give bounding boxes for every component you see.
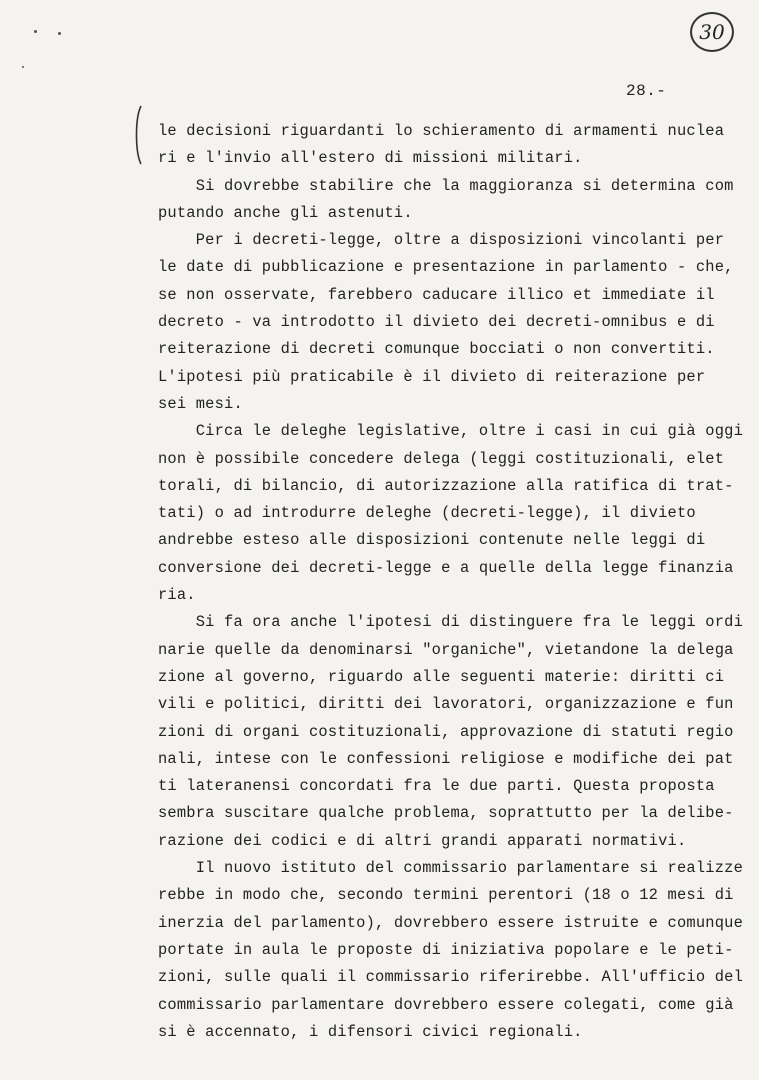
ink-speck [34,30,37,33]
text-line: narie quelle da denominarsi "organiche", vietandone la delega [158,640,734,659]
text-line: conversione dei decreti-legge e a quelle della legge finanzia [158,558,734,577]
text-line: sembra suscitare qualche problema, soprattutto per la delibe- [158,804,734,823]
text-line: andrebbe esteso alle disposizioni contenute nelle leggi di [158,531,706,550]
text-line: zione al governo, riguardo alle seguenti materie: diritti ci [158,667,725,686]
text-line: putando anche gli astenuti. [158,203,413,222]
text-line: razione dei codici e di altri grandi apparati normativi. [158,831,687,850]
text-line: reiterazione di decreti comunque bocciati o non convertiti. [158,340,715,359]
body-text [158,118,744,1046]
ink-speck [58,32,61,35]
text-line: commissario parlamentare dovrebbero essere colegati, come già [158,995,734,1014]
text-line: le decisioni riguardanti lo schieramento di armamenti nuclea [158,122,725,140]
text-line: sei mesi. [158,394,243,413]
text-line: Si fa ora anche l'ipotesi di distinguere fra le leggi ordi [158,613,744,632]
text-line: zioni, sulle quali il commissario riferirebbe. All'ufficio del [158,968,744,987]
text-line: L'ipotesi più praticabile è il divieto di reiterazione per [158,367,706,386]
text-line: decreto - va introdotto il divieto dei decreti-omnibus e di [158,313,715,332]
text-line: ria. [158,586,196,605]
stamp-number: 30 [699,20,725,44]
page-number: 28.- [626,82,667,100]
text-line: se non osservate, farebbero caducare illico et immediate il [158,285,715,304]
text-line: tati) o ad introdurre deleghe (decreti-legge), il divieto [158,504,696,523]
text-line: portate in aula le proposte di iniziativa popolare e le peti- [158,940,734,959]
text-line: inerzia del parlamento), dovrebbero essere istruite e comunque [158,913,744,932]
text-line: ri e l'invio all'estero di missioni militari. [158,149,583,168]
text-line: ti lateranensi concordati fra le due parti. Questa proposta [158,777,715,796]
text-line: Si dovrebbe stabilire che la maggioranza si determina com [158,176,734,195]
text-line: non è possibile concedere delega (leggi costituzionali, elet [158,449,725,468]
text-line: Per i decreti-legge, oltre a disposizioni vincolanti per [158,231,725,250]
text-line: le date di pubblicazione e presentazione in parlamento - che, [158,258,734,277]
text-line: nali, intese con le confessioni religiose e modifiche dei pat [158,749,734,768]
text-line: Circa le deleghe legislative, oltre i casi in cui già oggi [158,422,744,441]
ink-speck [22,66,24,68]
text-line: torali, di bilancio, di autorizzazione alla ratifica di trat- [158,476,734,495]
text-line: si è accennato, i difensori civici regionali. [158,1022,583,1041]
text-line: vili e politici, diritti dei lavoratori, organizzazione e fun [158,695,734,714]
margin-bracket-mark [133,104,143,166]
text-line: zioni di organi costituzionali, approvazione di statuti regio [158,722,734,741]
page-stamp [690,12,734,52]
text-line: Il nuovo istituto del commissario parlamentare si realizze [158,859,744,878]
text-line: rebbe in modo che, secondo termini perentori (18 o 12 mesi di [158,886,734,905]
